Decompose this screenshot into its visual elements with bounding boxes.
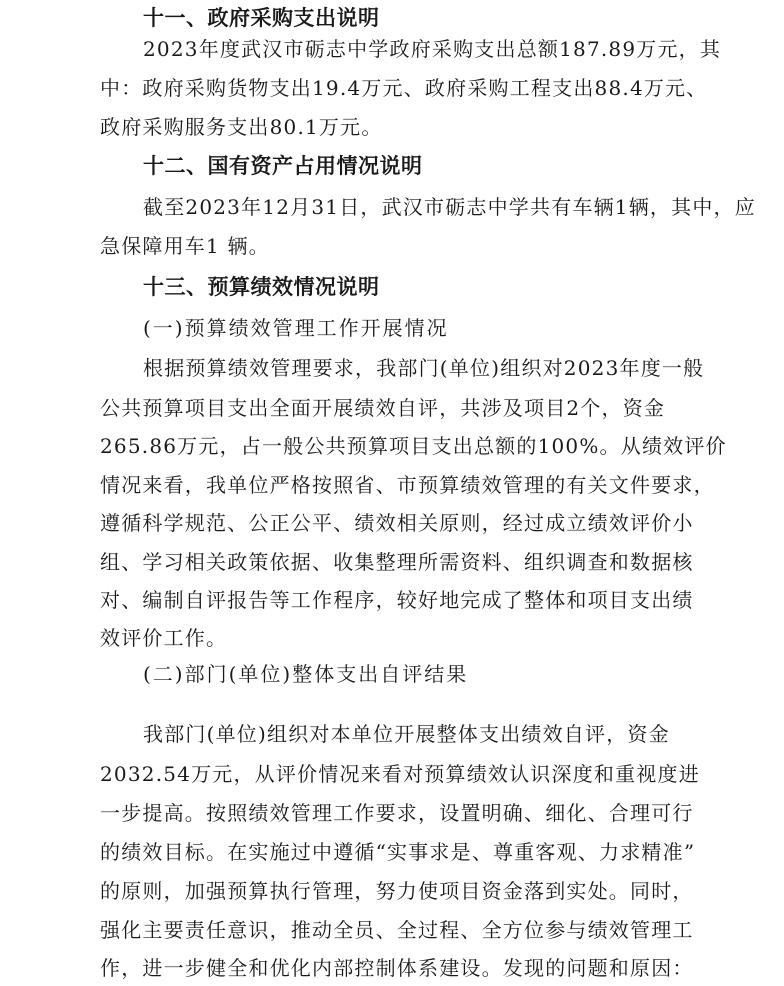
subsection-1-heading: (一)预算绩效管理工作开展情况 <box>143 316 449 340</box>
paragraph-line: 265.86万元，占一般公共预算项目支出总额的100%。从绩效评价 <box>100 434 727 458</box>
paragraph-line: 一步提高。按照绩效管理工作要求，设置明确、细化、合理可行 <box>100 801 694 825</box>
section-12-heading: 十二、国有资产占用情况说明 <box>143 154 423 178</box>
paragraph-line: 强化主要责任意识，推动全员、全过程、全方位参与绩效管理工 <box>100 918 694 942</box>
section-11-heading: 十一、政府采购支出说明 <box>143 6 380 30</box>
paragraph-line: 对、编制自评报告等工作程序，较好地完成了整体和项目支出绩 <box>100 588 694 612</box>
paragraph-line: 2023年度武汉市砺志中学政府采购支出总额187.89万元，其 <box>143 37 722 61</box>
paragraph-line: 效评价工作。 <box>100 626 228 650</box>
paragraph-line: 遵循科学规范、公正公平、绩效相关原则，经过成立绩效评价小 <box>100 511 694 535</box>
paragraph-line: 2032.54万元，从评价情况来看对预算绩效认识深度和重视度进 <box>100 762 700 786</box>
paragraph-line: 组、学习相关政策依据、收集整理所需资料、组织调查和数据核 <box>100 550 694 574</box>
section-13-heading: 十三、预算绩效情况说明 <box>143 275 380 299</box>
paragraph-line: 情况来看，我单位严格按照省、市预算绩效管理的有关文件要求， <box>100 473 715 497</box>
paragraph-line: 我部门(单位)组织对本单位开展整体支出绩效自评，资金 <box>143 722 670 746</box>
subsection-2-heading: (二)部门(单位)整体支出自评结果 <box>143 662 469 686</box>
paragraph-line: 政府采购服务支出80.1万元。 <box>100 115 383 139</box>
paragraph-line: 中：政府采购货物支出19.4万元、政府采购工程支出88.4万元、 <box>100 76 708 100</box>
paragraph-line: 截至2023年12月31日，武汉市砺志中学共有车辆1辆，其中，应 <box>143 195 756 219</box>
paragraph-line: 的绩效目标。在实施过中遵循“实事求是、尊重客观、力求精准” <box>100 840 696 864</box>
paragraph-line: 作，进一步健全和优化内部控制体系建设。发现的问题和原因： <box>100 956 694 980</box>
paragraph-line: 公共预算项目支出全面开展绩效自评，共涉及项目2个，资金 <box>100 396 666 420</box>
paragraph-line: 急保障用车1 辆。 <box>100 234 270 258</box>
paragraph-line: 根据预算绩效管理要求，我部门(单位)组织对2023年度一般 <box>143 356 705 380</box>
paragraph-line: 的原则，加强预算执行管理，努力使项目资金落到实处。同时， <box>100 879 694 903</box>
